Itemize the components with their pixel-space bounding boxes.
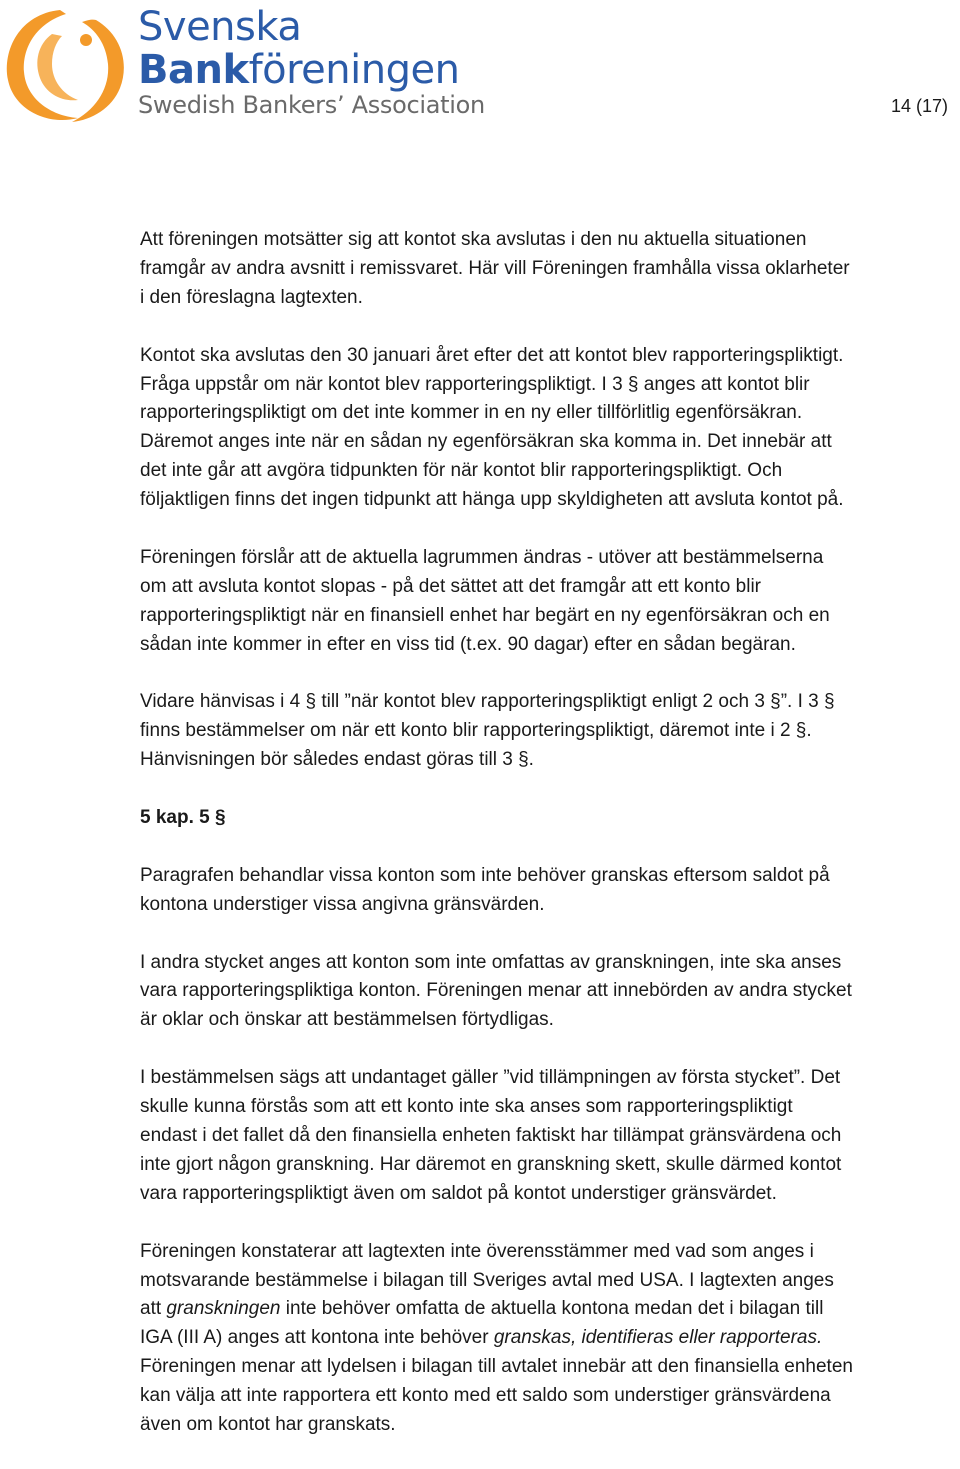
paragraph-7: [140, 1064, 960, 1209]
text-line: finns bestämmelser om när ett konto blir rapporteringspliktigt, däremot inte i 2 §.: [140, 720, 812, 742]
logo-line-english: Swedish Bankers’ Association: [138, 91, 485, 119]
heading-text: 5 kap. 5 §: [140, 807, 226, 829]
paragraph-2: [140, 342, 960, 515]
paragraph-6: [140, 949, 960, 1036]
text-line: I andra stycket anges att konton som inte omfattas av granskningen, inte ska anses: [140, 951, 842, 973]
text-run: att: [140, 1298, 167, 1320]
italic-term: granskas, identifieras eller rapporteras.: [493, 1327, 823, 1349]
text-line: endast i det fallet då den finansiella enheten faktiskt har tillämpat gränsvärdena och: [140, 1124, 842, 1146]
section-heading: [140, 804, 960, 833]
text-line: Fråga uppstår om när kontot blev rapporteringspliktigt. I 3 § anges att kontot blir: [140, 373, 810, 395]
document-body: [140, 226, 960, 1469]
text-line: Föreningen förslår att de aktuella lagrummen ändras - utöver att bestämmelserna: [140, 546, 824, 568]
text-line: Att föreningen motsätter sig att kontot ska avslutas i den nu aktuella situationen: [140, 229, 807, 250]
text-line: i den föreslagna lagtexten.: [140, 286, 363, 308]
italic-term: granskningen: [166, 1298, 281, 1320]
text-line: Vidare hänvisas i 4 § till ”när kontot blev rapporteringspliktigt enligt 2 och 3 §”. I 3 §: [140, 691, 835, 713]
text-line: inte gjort någon granskning. Har däremot en granskning skett, skulle därmed kontot: [140, 1153, 842, 1175]
text-line: vara rapporteringspliktigt även om saldot på kontot understiger gränsvärdet.: [140, 1182, 777, 1204]
text-line: motsvarande bestämmelse i bilagan till Sveriges avtal med USA. I lagtexten anges: [140, 1269, 834, 1291]
text-line: kan välja att inte rapportera ett konto med ett saldo som understiger gränsvärdena: [140, 1385, 831, 1407]
text-line: följaktligen finns det ingen tidpunkt att hänga upp skyldigheten att avsluta kontot på.: [140, 489, 844, 511]
logo-line-svenska: Svenska: [138, 4, 302, 50]
text-line: [140, 1324, 960, 1353]
text-line: är oklar och önskar att bestämmelsen förtydligas.: [140, 1009, 554, 1031]
text-line: det inte går att avgöra tidpunkten för när kontot blir rapporteringspliktigt. Och: [140, 460, 783, 482]
text-line: Föreningen konstaterar att lagtexten inte överensstämmer med vad som anges i: [140, 1240, 814, 1262]
paragraph-8: [140, 1238, 960, 1440]
text-line: sådan inte kommer in efter en viss tid (t.ex. 90 dagar) efter en sådan begäran.: [140, 633, 796, 655]
paragraph-1: [140, 226, 960, 313]
text-run: inte behöver omfatta de aktuella kontona medan det i bilagan till: [280, 1298, 824, 1320]
text-line: Hänvisningen bör således endast göras till 3 §.: [140, 749, 534, 771]
text-line: [140, 1295, 960, 1324]
paragraph-4: [140, 688, 960, 775]
text-line: vara rapporteringspliktiga konton. Föreningen menar att innebörden av andra stycket: [140, 980, 852, 1002]
text-run: IGA (III A) anges att kontona inte behöver: [140, 1327, 494, 1349]
text-line: I bestämmelsen sägs att undantaget gäller ”vid tillämpningen av första stycket”. Det: [140, 1067, 841, 1089]
paragraph-3: [140, 544, 960, 660]
text-line: om att avsluta kontot slopas - på det sättet att det framgår att ett konto blir: [140, 575, 761, 597]
text-line: även om kontot har granskats.: [140, 1414, 396, 1436]
text-line: skulle kunna förstås som att ett konto inte ska anses som rapporteringspliktigt: [140, 1096, 793, 1118]
text-line: Paragrafen behandlar vissa konton som inte behöver granskas eftersom saldot på: [140, 864, 830, 886]
paragraph-5: [140, 862, 960, 920]
page-number: 14 (17): [890, 96, 948, 116]
logo-bank: Bank: [138, 47, 249, 93]
logo-line-bankforeningen: [138, 47, 459, 93]
text-line: rapporteringspliktigt om det inte kommer in en ny eller tillförlitlig egenförsäkran.: [140, 402, 803, 424]
text-line: Föreningen menar att lydelsen i bilagan till avtalet innebär att den finansiella enheten: [140, 1356, 853, 1378]
text-line: Kontot ska avslutas den 30 januari året efter det att kontot blev rapporteringspliktigt.: [140, 344, 844, 366]
text-line: kontona understiger vissa angivna gränsvärden.: [140, 893, 545, 915]
text-line: framgår av andra avsnitt i remissvaret. Här vill Föreningen framhålla vissa oklarheter: [140, 257, 850, 279]
logo-swirl-icon: [0, 0, 136, 130]
logo-foreningen: föreningen: [248, 47, 460, 93]
text-line: Däremot anges inte när en sådan ny egenförsäkran ska komma in. Det innebär att: [140, 431, 832, 453]
text-line: rapporteringspliktigt när en finansiell enhet har begärt en ny egenförsäkran och en: [140, 604, 830, 626]
association-logo: [0, 0, 485, 130]
